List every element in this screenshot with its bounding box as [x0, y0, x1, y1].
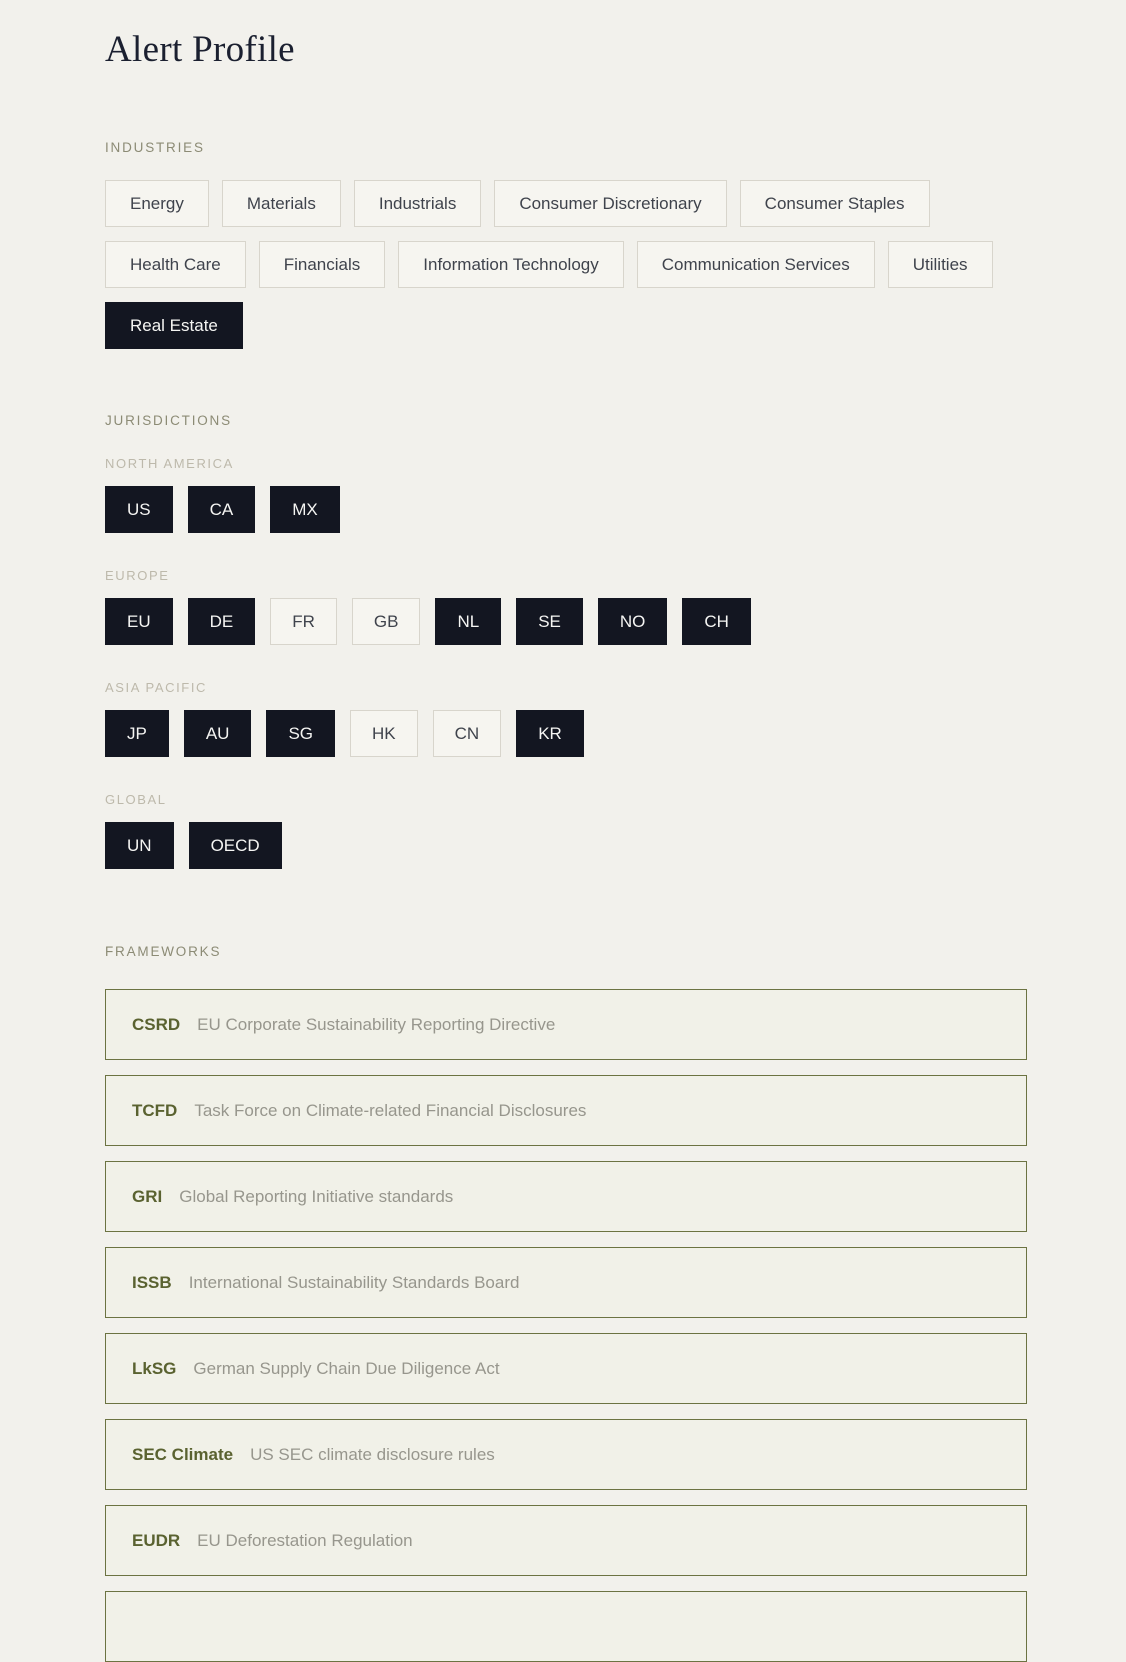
- jurisdiction-chip-se[interactable]: SE: [516, 598, 583, 645]
- industry-chip-health-care[interactable]: Health Care: [105, 241, 246, 288]
- jurisdiction-chip-kr[interactable]: KR: [516, 710, 584, 757]
- jurisdiction-chip-sg[interactable]: SG: [266, 710, 335, 757]
- jurisdiction-chip-group: [105, 822, 1027, 869]
- framework-card-tcfd[interactable]: [105, 1075, 1027, 1146]
- industry-chip-consumer-discretionary[interactable]: Consumer Discretionary: [494, 180, 726, 227]
- framework-card-eudr[interactable]: [105, 1505, 1027, 1576]
- framework-description: Global Reporting Initiative standards: [179, 1186, 454, 1206]
- industries-chip-group: [105, 180, 1027, 349]
- jurisdiction-groups: [105, 456, 1027, 869]
- jurisdiction-chip-gb[interactable]: GB: [352, 598, 421, 645]
- jurisdiction-chip-group: [105, 598, 1027, 645]
- industry-chip-consumer-staples[interactable]: Consumer Staples: [740, 180, 930, 227]
- framework-card-lksg[interactable]: [105, 1333, 1027, 1404]
- framework-card-gri[interactable]: [105, 1161, 1027, 1232]
- industry-chip-real-estate[interactable]: Real Estate: [105, 302, 243, 349]
- frameworks-section: [105, 944, 1027, 1662]
- industries-section: [105, 140, 1027, 349]
- framework-card-issb[interactable]: [105, 1247, 1027, 1318]
- jurisdiction-group-label: GLOBAL: [105, 792, 167, 808]
- industry-chip-industrials[interactable]: Industrials: [354, 180, 481, 227]
- jurisdiction-group-label: ASIA PACIFIC: [105, 680, 208, 696]
- industry-chip-energy[interactable]: Energy: [105, 180, 209, 227]
- jurisdiction-chip-mx[interactable]: MX: [270, 486, 340, 533]
- jurisdiction-chip-au[interactable]: AU: [184, 710, 252, 757]
- jurisdictions-label: JURISDICTIONS: [105, 413, 232, 429]
- framework-code: CSRD: [132, 1014, 181, 1034]
- jurisdiction-group-europe: [105, 568, 1027, 645]
- framework-card-sec-climate[interactable]: [105, 1419, 1027, 1490]
- jurisdiction-chip-ch[interactable]: CH: [682, 598, 751, 645]
- jurisdiction-chip-eu[interactable]: EU: [105, 598, 173, 645]
- framework-description: International Sustainability Standards Board: [188, 1272, 520, 1292]
- page-title: Alert Profile: [105, 29, 295, 70]
- jurisdiction-group-label: NORTH AMERICA: [105, 456, 234, 472]
- jurisdiction-chip-oecd[interactable]: OECD: [189, 822, 282, 869]
- jurisdiction-chip-group: [105, 710, 1027, 757]
- jurisdiction-chip-fr[interactable]: FR: [270, 598, 337, 645]
- framework-description: Task Force on Climate-related Financial Disclosures: [194, 1100, 587, 1120]
- jurisdiction-chip-de[interactable]: DE: [188, 598, 256, 645]
- industry-chip-utilities[interactable]: Utilities: [888, 241, 993, 288]
- jurisdiction-group-asia-pacific: [105, 680, 1027, 757]
- framework-code: EUDR: [132, 1530, 181, 1550]
- frameworks-label: FRAMEWORKS: [105, 944, 222, 960]
- jurisdiction-chip-cn[interactable]: CN: [433, 710, 502, 757]
- jurisdiction-chip-no[interactable]: NO: [598, 598, 668, 645]
- jurisdictions-section: [105, 413, 1027, 869]
- framework-description: US SEC climate disclosure rules: [250, 1444, 495, 1464]
- industries-label: INDUSTRIES: [105, 140, 205, 156]
- jurisdiction-chip-group: [105, 486, 1027, 533]
- jurisdiction-group-label: EUROPE: [105, 568, 170, 584]
- jurisdiction-chip-jp[interactable]: JP: [105, 710, 169, 757]
- industry-chip-financials[interactable]: Financials: [259, 241, 386, 288]
- framework-list: [105, 989, 1027, 1662]
- framework-code: GRI: [132, 1186, 163, 1206]
- jurisdiction-chip-hk[interactable]: HK: [350, 710, 418, 757]
- framework-code: LkSG: [132, 1358, 177, 1378]
- jurisdiction-chip-nl[interactable]: NL: [435, 598, 501, 645]
- framework-card-csrd[interactable]: [105, 989, 1027, 1060]
- jurisdiction-chip-un[interactable]: UN: [105, 822, 174, 869]
- framework-description: German Supply Chain Due Diligence Act: [193, 1358, 500, 1378]
- jurisdiction-chip-ca[interactable]: CA: [188, 486, 256, 533]
- framework-description: EU Corporate Sustainability Reporting Directive: [197, 1014, 556, 1034]
- framework-description: EU Deforestation Regulation: [197, 1530, 413, 1550]
- framework-code: ISSB: [132, 1272, 172, 1292]
- jurisdiction-group-global: [105, 792, 1027, 869]
- industry-chip-materials[interactable]: Materials: [222, 180, 341, 227]
- framework-card-partial: [105, 1591, 1027, 1662]
- industry-chip-information-technology[interactable]: Information Technology: [398, 241, 623, 288]
- framework-code: SEC Climate: [132, 1444, 234, 1464]
- jurisdiction-group-north-america: [105, 456, 1027, 533]
- framework-code: TCFD: [132, 1100, 178, 1120]
- industry-chip-communication-services[interactable]: Communication Services: [637, 241, 875, 288]
- jurisdiction-chip-us[interactable]: US: [105, 486, 173, 533]
